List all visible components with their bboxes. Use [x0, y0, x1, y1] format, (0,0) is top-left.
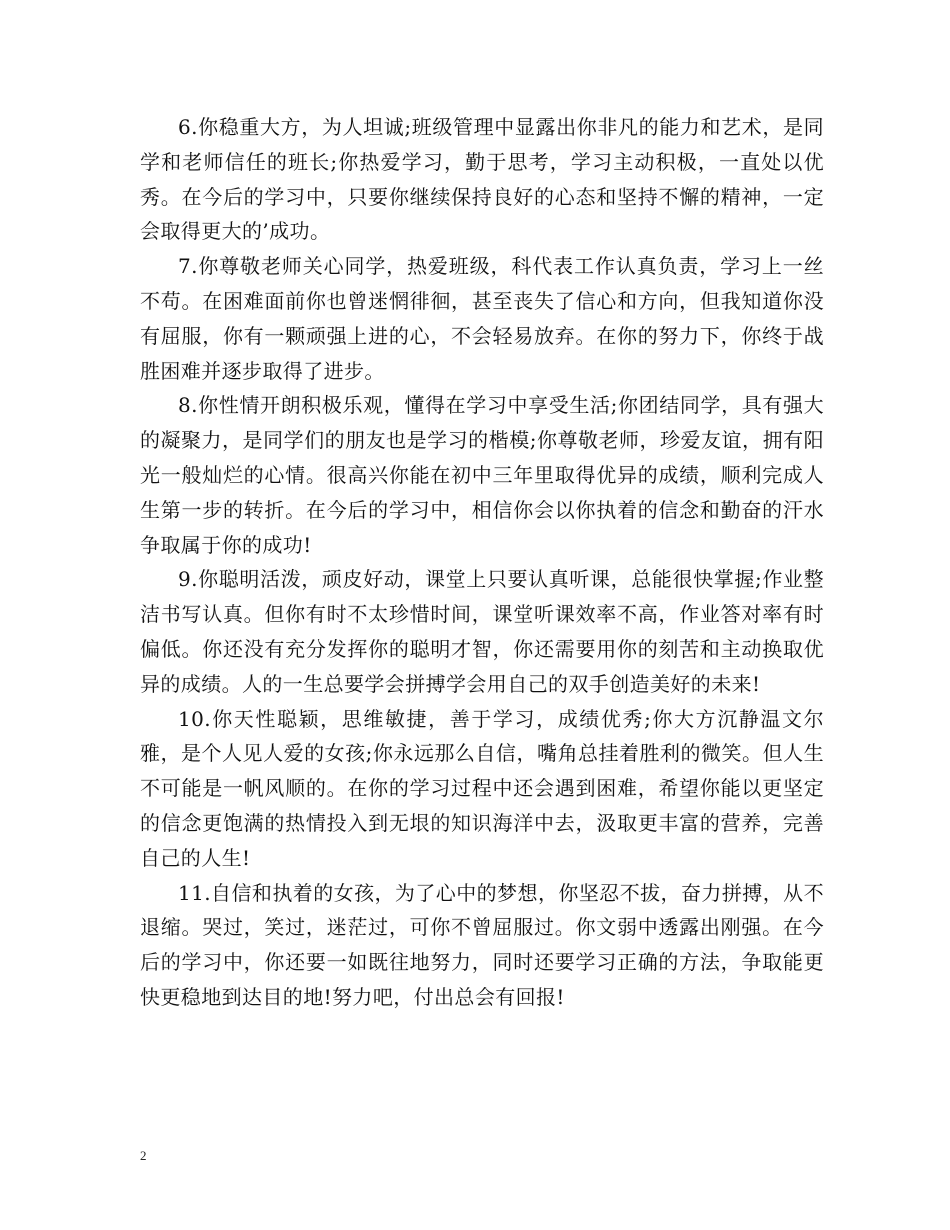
- page-number: 2: [140, 1148, 147, 1163]
- paragraph-11: 11.自信和执着的女孩，为了心中的梦想，你坚忍不拔，奋力拼搏，从不退缩。哭过，笑过，迷茫过，可你不曾屈服过。你文弱中透露出刚强。在今后的学习中，你还要一如既往地努力，同时还要学习正确的方法，争取能更快更稳地到达目的地!努力吧，付出总会有回报!: [140, 880, 824, 1009]
- paragraph-8: 8.你性情开朗积极乐观，懂得在学习中享受生活;你团结同学，具有强大的凝聚力，是同学们的朋友也是学习的楷模;你尊敬老师，珍爱友谊，拥有阳光一般灿烂的心情。很高兴你能在初中三年里取得优异的成绩，顺利完成人生第一步的转折。在今后的学习中，相信你会以你执着的信念和勤奋的汗水争取属于你的成功!: [140, 393, 824, 557]
- paragraph-10: 10.你天性聪颖，思维敏捷，善于学习，成绩优秀;你大方沉静温文尔雅，是个人见人爱的女孩;你永远那么自信，嘴角总挂着胜利的微笑。但人生不可能是一帆风顺的。在你的学习过程中还会遇到困难，希望你能以更坚定的信念更饱满的热情投入到无垠的知识海洋中去，汲取更丰富的营养，完善自己的人生!: [140, 706, 824, 870]
- document-body: [140, 110, 824, 1015]
- paragraph-6: 6.你稳重大方，为人坦诚;班级管理中显露出你非凡的能力和艺术，是同学和老师信任的班长;你热爱学习，勤于思考，学习主动积极，一直处以优秀。在今后的学习中，只要你继续保持良好的心态和坚持不懈的精神，一定会取得更大的’成功。: [140, 115, 824, 244]
- paragraph-7: 7.你尊敬老师关心同学，热爱班级，科代表工作认真负责，学习上一丝不苟。在困难面前你也曾迷惘徘徊，甚至丧失了信心和方向，但我知道你没有屈服，你有一颗顽强上进的心，不会轻易放弃。在你的努力下，你终于战胜困难并逐步取得了进步。: [140, 254, 824, 383]
- paragraph-9: 9.你聪明活泼，顽皮好动，课堂上只要认真听课，总能很快掌握;作业整洁书写认真。但你有时不太珍惜时间，课堂听课效率不高，作业答对率有时偏低。你还没有充分发挥你的聪明才智，你还需要用你的刻苦和主动换取优异的成绩。人的一生总要学会拼搏学会用自己的双手创造美好的未来!: [140, 567, 824, 696]
